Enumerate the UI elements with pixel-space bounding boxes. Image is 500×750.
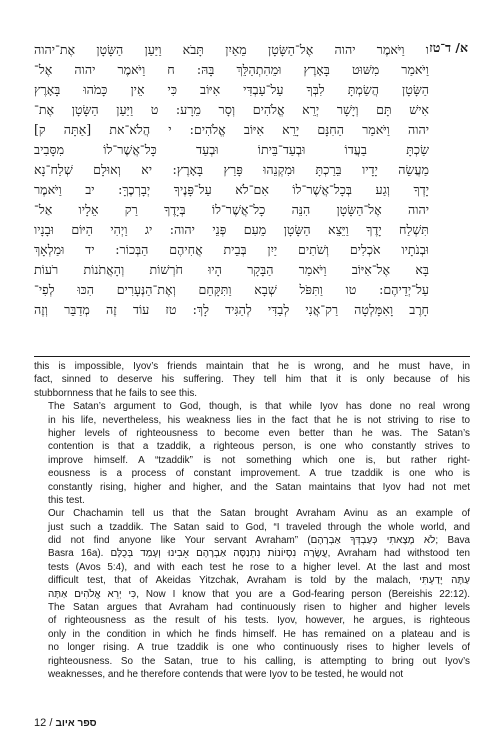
- hebrew-line: וַיֹּאמַר מִשּׁוּט בָּאָרֶץ וּמֵהִתְהַלֵּךְ בָּהּ: ח וַיֹּאמֶר יהוה אֶל־: [34, 62, 429, 77]
- commentary-paragraph: [34, 360, 470, 400]
- commentary-line: Our Chachamin tell us that the Satan brought Avraham Avinu as an example of: [48, 508, 470, 520]
- hebrew-line: מַעֲשֵׂה יָדָיו בֵּרַכְתָּ וּמִקְנֵהוּ פָּרַץ בָּאָרֶץ: יא וְאוּלָם שְׁלַח־נָא: [34, 162, 429, 177]
- commentary-line: stubbornness that he fails to see this.: [34, 387, 198, 399]
- hebrew-line: יָדְךָ וְגַע בְּכָל־אֲשֶׁר־לוֹ אִם־לֹא עַל־פָּנֶיךָ יְבָרְכֶךָּ: יב וַיֹּאמֶר: [34, 182, 429, 197]
- commentary-line: in his life, nevertheless, his weakness lies in the fact that he is not striving to rise to: [48, 414, 470, 426]
- commentary-line: did not find anyone like Your servant Avraham” (לֹא מָצָאתִי כְּעַבְדְּךָ אַבְרָהָם; Bava: [48, 535, 470, 547]
- commentary-line: higher levels of righteousness to become even better than he was. The Satan’s: [48, 427, 470, 439]
- commentary-line: weaknesses, and he therefore contends that were Iyov to be tested, he would not: [48, 668, 404, 680]
- commentary-paragraph: [34, 400, 470, 507]
- commentary-line: The Satan argues that Avraham had continuously risen to higher and higher levels: [48, 602, 470, 614]
- hebrew-line: חָרֶב וָאִמָּלְטָה רַק־אֲנִי לְבַדִּי לְהַגִּיד לָךְ: טז עוֹד זֶה מְדַבֵּר וְזֶה: [34, 302, 429, 317]
- hebrew-line: אִישׁ תָּם וְיָשָׁר יְרֵא אֱלֹהִים וְסָר מֵרָע: ט וַיַּעַן הַשָּׂטָן אֶת־: [34, 102, 429, 117]
- hebrew-line: תִּשְׁלַח יָדֶךָ וַיֵּצֵא הַשָּׂטָן מֵעִם פְּנֵי יהוה: יג וַיְהִי הַיּוֹם וּבָנָיו: [34, 222, 429, 237]
- hebrew-line: בָּא אֶל־אִיּוֹב וַיֹּאמַר הַבָּקָר הָיוּ חֹרְשׁוֹת וְהָאֲתֹנוֹת רֹעוֹת: [34, 262, 429, 277]
- commentary-line: no longer rising. A true tzaddik is one who continuously rises to higher levels of: [48, 642, 470, 654]
- commentary-paragraph: [34, 507, 470, 681]
- commentary-line: fact, sinned to deserve his suffering. They tell him that it is only because of his: [34, 374, 470, 386]
- commentary-line: The Satan’s argument to God, though, is that while Iyov has done no real wrong: [48, 401, 470, 413]
- hebrew-line: שַׂכְתָּ בַעֲדוֹ וּבְעַד־בֵּיתוֹ וּבְעַד כָּל־אֲשֶׁר־לוֹ מִסָּבִיב: [34, 142, 429, 157]
- hebrew-line: וּבְנֹתָיו אֹכְלִים וְשֹׁתִים יַיִן בְּבֵית אֲחִיהֶם הַבְּכוֹר: יד וּמַלְאָךְ: [34, 242, 429, 257]
- commentary-line: constantly rising, higher and higher, and the Satan maintains that Iyov had not met: [48, 481, 470, 493]
- hebrew-verses: [34, 40, 429, 320]
- section-divider: [34, 356, 470, 357]
- page-number: 12: [34, 717, 47, 729]
- footer-separator: /: [49, 717, 53, 729]
- commentary-line: contention is that a tzaddik, a righteous person, is one who constantly strives to: [48, 441, 470, 453]
- hebrew-line: יהוה אֶל־הַשָּׂטָן הִנֵּה כָל־אֲשֶׁר־לוֹ בְּיָדֶךָ רַק אֵלָיו אַל־: [34, 202, 429, 217]
- page-footer: [34, 717, 470, 729]
- hebrew-line: יהוה וַיֹּאמַר הַחִנָּם יָרֵא אִיּוֹב אֱלֹהִים: י הֲלֹא־את [אַתָּה ק]: [34, 122, 429, 137]
- commentary-line: improve himself. A “tzaddik” is not something which one is, but rather right-: [48, 454, 470, 466]
- commentary-line: כִּי יְרֵא אֱלֹהִים אַתָּה, Now I know that you are a God-fearing person (Bereishis 22:12).: [48, 588, 470, 600]
- commentary-line: difficult test, that of Akeidas Yitzchak, Avraham is told by the malach, עַתָּה יָדַעְתִּי: [48, 575, 470, 587]
- hebrew-line: עַל־יְדֵיהֶם: טו וַתִּפֹּל שְׁבָא וַתִּקָּחֵם וְאֶת־הַנְּעָרִים הִכּוּ לְפִי־: [34, 282, 429, 297]
- book-title: ספר איוב: [55, 718, 97, 729]
- commentary-line: this is impossible, Iyov’s friends maintain that he is wrong, and he must have, in: [34, 361, 470, 372]
- english-commentary: [34, 360, 470, 681]
- commentary-line: just such a tzaddik. The Satan said to God, “I traveled through the whole world, and: [48, 521, 470, 533]
- commentary-line: righteousness. So the Satan, true to his calling, is attempting to bring out Iyov’s: [48, 655, 470, 667]
- chapter-verse-label: א/ ד־טז: [429, 40, 468, 55]
- commentary-line: this test.: [48, 494, 85, 506]
- commentary-line: eousness is a process of constant improvement. A true tzaddik is one who is: [48, 468, 470, 480]
- commentary-line: only in the condition in which he finds himself. He has remained on a plateau and is: [48, 628, 470, 640]
- hebrew-line: ו וַיֹּאמֶר יהוה אֶל־הַשָּׂטָן מֵאַיִן תָּבֹא וַיַּעַן הַשָּׂטָן אֶת־יהוה: [34, 42, 429, 57]
- hebrew-line: הַשָּׂטָן הֲשַׂמְתָּ לִבְּךָ עַל־עַבְדִּי אִיּוֹב כִּי אֵין כָּמֹהוּ בָּאָרֶץ: [34, 82, 429, 97]
- commentary-line: tests (Avos 5:4), and with each test he rose to a higher level. At the last and most: [48, 561, 470, 573]
- commentary-line: of righteousness as the result of his tests. Iyov, however, he argues, is righteous: [48, 615, 470, 627]
- commentary-line: Basra 16a). עֲשָׂרָה נִסְיוֹנוֹת נִתְנַסָּה אַבְרָהָם אָבִינוּ וְעָמַד בְּכֻלָּם, Avraham had withstood ten: [48, 548, 470, 560]
